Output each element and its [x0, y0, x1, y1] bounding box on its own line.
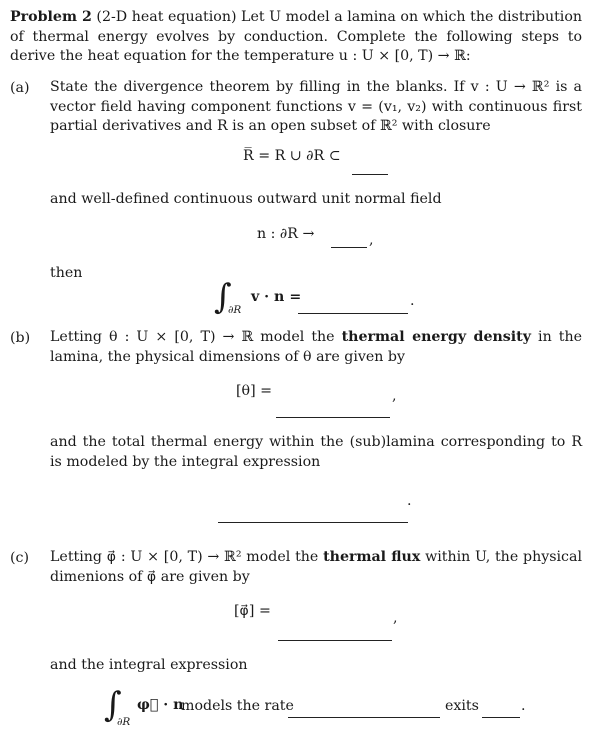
part-c-period: .	[521, 698, 526, 714]
theta-dimension-blank[interactable]	[276, 417, 390, 418]
part-a-label: (a)	[10, 80, 30, 96]
normal-field-text: and well-defined continuous outward unit normal field	[50, 191, 442, 207]
closure-equation: R̅ = R ∪ ∂R ⊂	[243, 148, 341, 164]
part-b-label: (b)	[10, 330, 31, 346]
integral-c-subscript: ∂R	[117, 716, 131, 728]
normal-blank[interactable]	[331, 247, 367, 248]
theta-dimension-equation: [θ] =	[236, 383, 273, 399]
part-c-bold-term: thermal flux	[323, 549, 421, 565]
part-c-label: (c)	[10, 550, 30, 566]
integral-a-subscript: ∂R	[228, 304, 242, 316]
integral-sign-c: ∫	[104, 685, 122, 725]
integral-expression-text: and the integral expression	[50, 657, 248, 673]
divergence-period: .	[410, 293, 415, 309]
normal-equation: n : ∂R →	[257, 226, 315, 242]
part-b-text	[50, 328, 582, 367]
theta-comma: ,	[392, 388, 397, 404]
part-c-text-post: within U, the physical dimenions of φ⃗ are given by	[50, 549, 582, 585]
part-b-text-pre: Letting θ : U × [0, T) → ℝ model the	[50, 329, 342, 345]
problem-intro	[10, 8, 582, 67]
part-b-bold-term: thermal energy density	[341, 329, 531, 345]
total-energy-text: and the total thermal energy within the (sub)lamina corresponding to R is modeled by the integral expression	[50, 434, 582, 470]
then-text: then	[50, 265, 83, 281]
models-rate-text: models the rate	[181, 698, 294, 714]
flux-dimension-equation: [φ⃗] =	[234, 603, 271, 619]
part-c-text-pre: Letting φ⃗ : U × [0, T) → ℝ² model the	[50, 549, 324, 565]
flux-dimension-blank[interactable]	[278, 640, 392, 641]
exits-blank[interactable]	[482, 717, 520, 718]
part-b-text-post: in the lamina, the physical dimensions of θ are given by	[50, 329, 582, 365]
part-a-text: State the divergence theorem by filling in the blanks. If v : U → ℝ² is a vector field having component functions v = (v₁, v₂) with continuous first partial derivatives and R is an open subset of ℝ² with closure	[50, 79, 582, 134]
normal-comma: ,	[369, 232, 374, 248]
total-energy-blank[interactable]	[218, 522, 408, 523]
flux-comma: ,	[393, 610, 398, 626]
rate-blank[interactable]	[288, 717, 440, 718]
problem-title: Problem 2	[10, 9, 92, 25]
integral-sign-a: ∫	[214, 277, 232, 317]
flux-integrand: φ⃗ · n	[137, 697, 184, 713]
divergence-blank[interactable]	[298, 313, 408, 314]
exits-text: exits	[445, 698, 479, 714]
problem-intro-text: (2-D heat equation) Let U model a lamina on which the distribution of thermal energy evolves by conduction. Complete the following steps to derive the heat equation for the temperature u : U × [0, T) → ℝ:	[10, 9, 582, 64]
divergence-integrand: v · n =	[251, 289, 302, 305]
total-energy-period: .	[407, 493, 412, 509]
part-c-text	[50, 548, 582, 587]
closure-blank[interactable]	[352, 174, 388, 175]
